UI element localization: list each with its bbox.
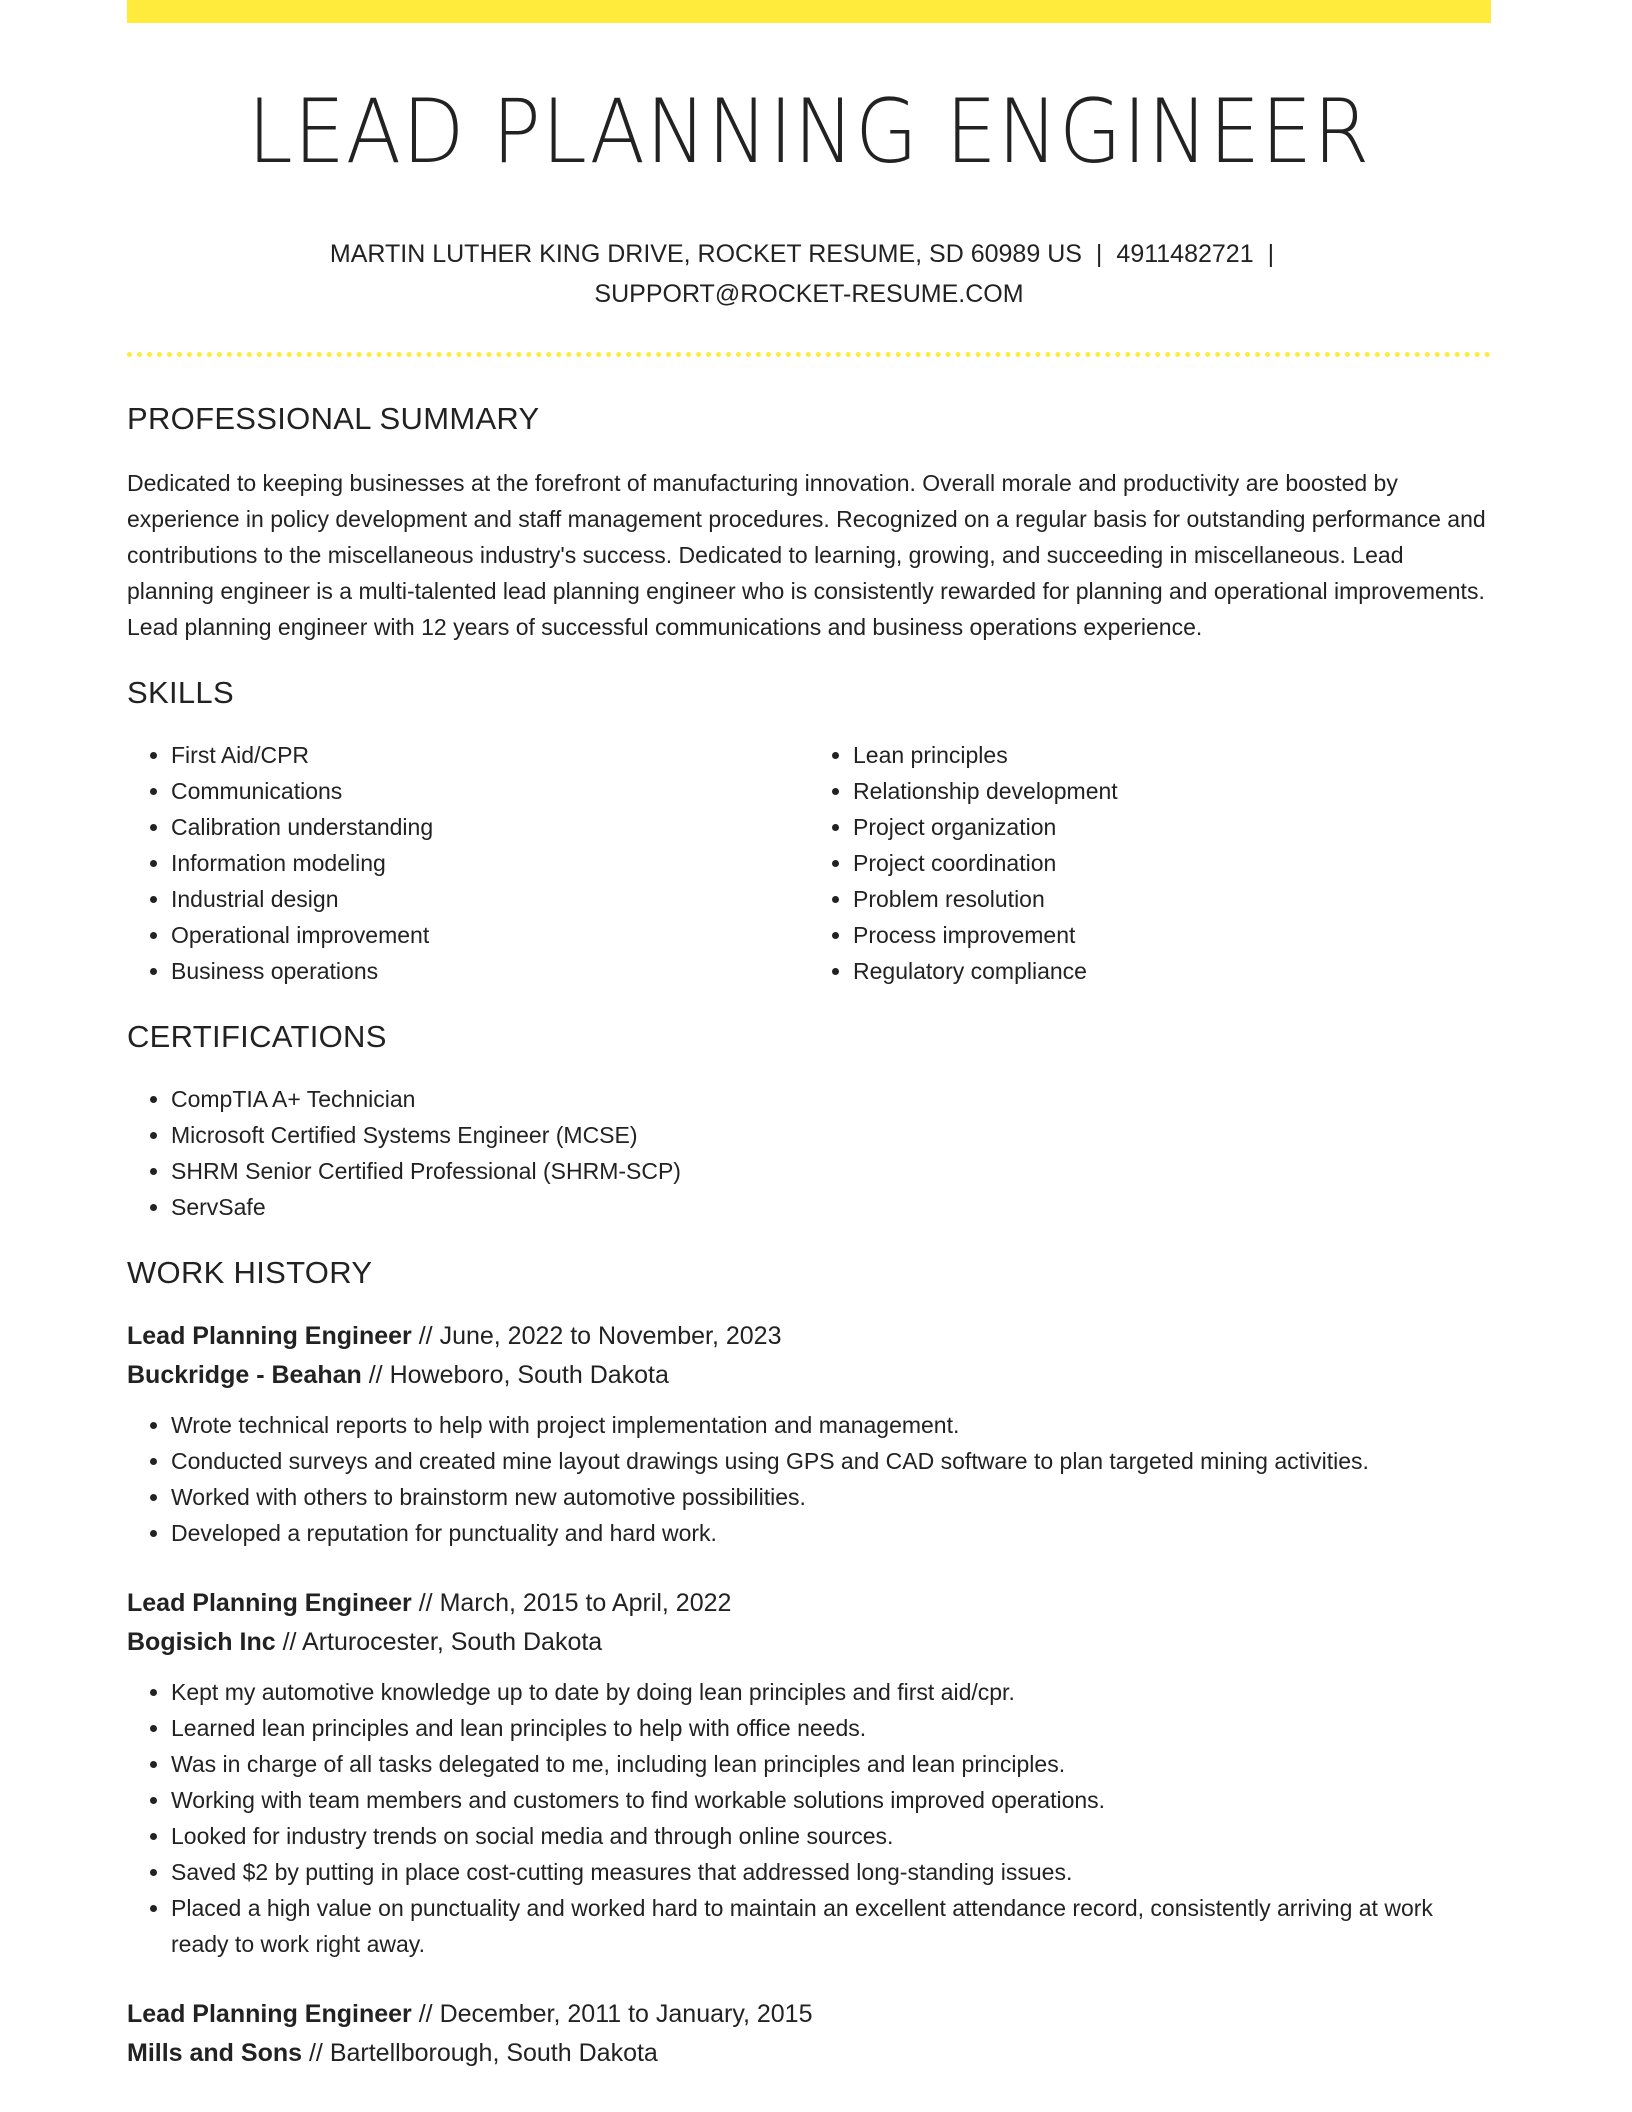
job-dates: March, 2015 to April, 2022 [439,1589,732,1617]
job-separator: // [275,1628,303,1656]
job-separator: // [411,1322,440,1350]
summary-heading: PROFESSIONAL SUMMARY [127,401,540,436]
job-company: Bogisich Inc [127,1628,276,1656]
skill-item: • Project organization [853,809,1491,845]
resume-title: LEAD PLANNING ENGINEER [247,80,1371,183]
job-bullets [127,1407,1491,1551]
job-entry [127,1995,1491,2073]
job-bullet: • Wrote technical reports to help with project implementation and management. [171,1407,1491,1443]
job-company-line [127,1623,1491,1662]
job-bullets [127,1674,1491,1962]
skill-item: • Relationship development [853,773,1491,809]
skill-item: • Regulatory compliance [853,953,1491,989]
job-dates: June, 2022 to November, 2023 [439,1322,782,1350]
skill-item: • Lean principles [853,737,1491,773]
job-location: Bartellborough, South Dakota [329,2039,658,2067]
job-location: Howeboro, South Dakota [389,1361,669,1389]
job-bullet: • Placed a high value on punctuality and worked hard to maintain an excellent attendance record, consistently arriving at work ready to work right away. [171,1890,1491,1962]
contact-email[interactable]: SUPPORT@ROCKET-RESUME.COM [594,280,1024,308]
skills-left-list [127,737,809,989]
job-entry [127,1584,1491,1962]
skill-item: • Problem resolution [853,881,1491,917]
certifications-list [127,1081,1491,1225]
summary-text: Dedicated to keeping businesses at the forefront of manufacturing innovation. Overall morale and productivity are boosted by experience in policy development and staff management procedures. Recognized on a regular basis for outstanding performance and contributions to the miscellaneous industry's success. Dedicated to learning, growing, and succeeding in miscellaneous. Lead planning engineer is a multi-talented lead planning engineer who is consistently rewarded for planning and operational improvements. Lead planning engineer with 12 years of successful communications and business operations experience. [127,470,1486,640]
job-company: Mills and Sons [127,2039,303,2067]
job-separator: // [302,2039,330,2067]
job-title: Lead Planning Engineer [127,1589,412,1617]
skill-item: • Information modeling [171,845,809,881]
skill-item: • Project coordination [853,845,1491,881]
skills-columns [127,737,1491,989]
skills-heading: SKILLS [127,675,234,710]
job-bullet: • Conducted surveys and created mine layout drawings using GPS and CAD software to plan targeted mining activities. [171,1443,1491,1479]
contact-separator: | [1267,240,1275,268]
contact-info [319,234,1299,314]
certification-item: • SHRM Senior Certified Professional (SHRM-SCP) [171,1153,1491,1189]
job-separator: // [411,2000,440,2028]
job-title-line [127,1584,1491,1623]
contact-address: MARTIN LUTHER KING DRIVE, ROCKET RESUME, SD 60989 US [329,240,1082,268]
job-bullet: • Looked for industry trends on social media and through online sources. [171,1818,1491,1854]
job-bullet: • Was in charge of all tasks delegated to me, including lean principles and lean principles. [171,1746,1491,1782]
job-title-line [127,1995,1491,2034]
certifications-heading: CERTIFICATIONS [127,1019,387,1054]
job-company: Buckridge - Beahan [127,1361,362,1389]
skill-item: • Calibration understanding [171,809,809,845]
resume-content [127,0,1491,2073]
job-separator: // [361,1361,390,1389]
skill-item: • First Aid/CPR [171,737,809,773]
skill-item: • Industrial design [171,881,809,917]
job-bullet: • Saved $2 by putting in place cost-cutting measures that addressed long-standing issues. [171,1854,1491,1890]
job-title: Lead Planning Engineer [127,1322,412,1350]
job-bullet: • Working with team members and customers to find workable solutions improved operations. [171,1782,1491,1818]
certification-item: • Microsoft Certified Systems Engineer (MCSE) [171,1117,1491,1153]
job-bullet: • Worked with others to brainstorm new automotive possibilities. [171,1479,1491,1515]
job-title: Lead Planning Engineer [127,2000,412,2028]
dotted-divider [127,352,1491,357]
job-bullet: • Developed a reputation for punctuality and hard work. [171,1515,1491,1551]
job-company-line [127,2034,1491,2073]
certification-item: • ServSafe [171,1189,1491,1225]
job-separator: // [411,1589,440,1617]
job-title-line [127,1317,1491,1356]
job-bullet: • Kept my automotive knowledge up to date by doing lean principles and first aid/cpr. [171,1674,1491,1710]
skill-item: • Communications [171,773,809,809]
job-dates: December, 2011 to January, 2015 [439,2000,813,2028]
certification-item: • CompTIA A+ Technician [171,1081,1491,1117]
skills-right-list [809,737,1491,989]
work-history-heading: WORK HISTORY [127,1255,373,1290]
contact-separator: | [1095,240,1103,268]
job-company-line [127,1356,1491,1395]
skill-item: • Business operations [171,953,809,989]
job-entry [127,1317,1491,1551]
contact-phone: 4911482721 [1116,240,1254,268]
skill-item: • Process improvement [853,917,1491,953]
job-location: Arturocester, South Dakota [302,1628,603,1656]
job-bullet: • Learned lean principles and lean principles to help with office needs. [171,1710,1491,1746]
skill-item: • Operational improvement [171,917,809,953]
